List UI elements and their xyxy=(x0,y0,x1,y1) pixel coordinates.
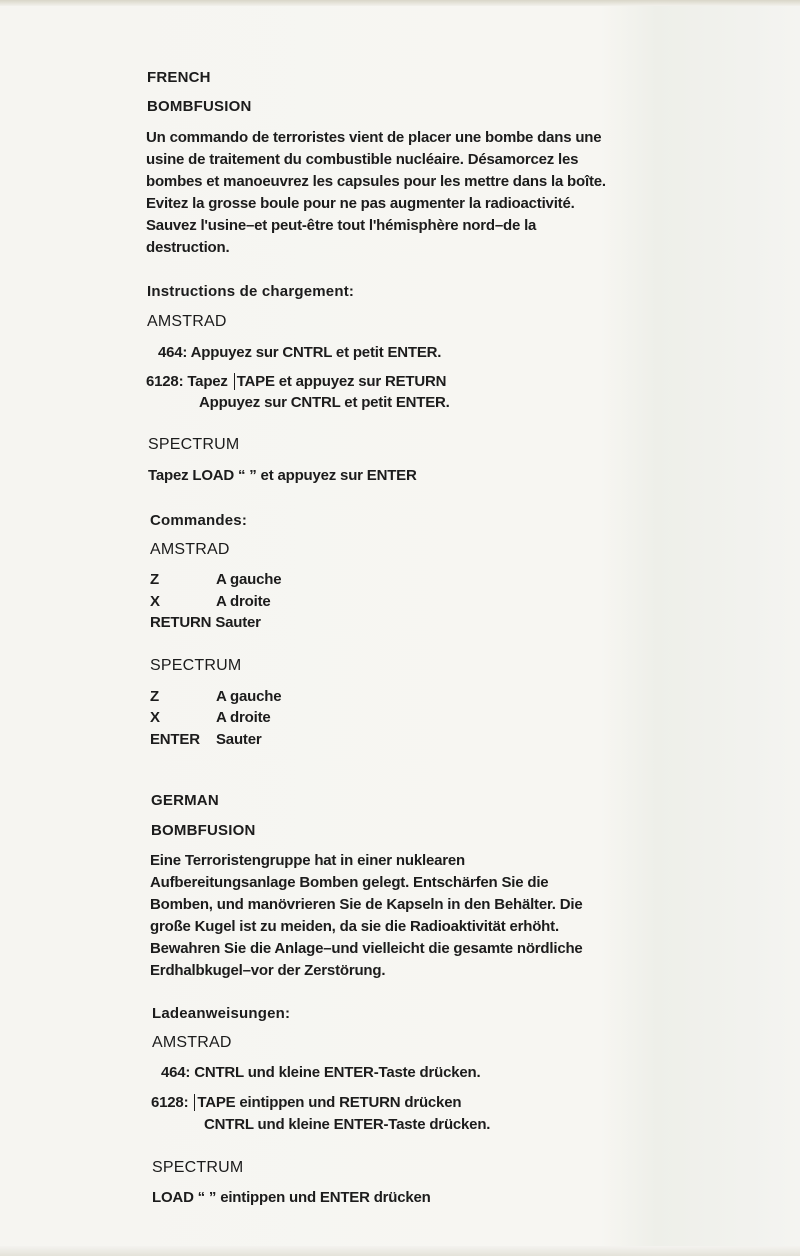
french-loading-heading: Instructions de chargement: xyxy=(147,283,355,300)
control-row xyxy=(150,707,271,728)
control-key: X xyxy=(150,593,160,610)
paper-bottom-edge xyxy=(0,1246,800,1256)
control-row xyxy=(150,729,262,750)
french-controls-heading: Commandes: xyxy=(150,512,248,529)
german-description-line: Bewahren Sie die Anlage–und vielleicht die gesamte nördliche xyxy=(150,940,583,957)
german-description-line: Erdhalbkugel–vor der Zerstörung. xyxy=(150,962,386,979)
german-description-line: Bomben, und manövrieren Sie de Kapseln in den Behälter. Die xyxy=(150,896,583,913)
german-game-title: BOMBFUSION xyxy=(151,822,256,839)
german-6128-prefix: 6128: xyxy=(151,1094,193,1111)
german-spectrum-instruction: LOAD “ ” eintippen und ENTER drücken xyxy=(152,1189,431,1206)
french-amstrad-label: AMSTRAD xyxy=(147,313,227,330)
control-key: Z xyxy=(150,688,159,705)
control-row xyxy=(150,612,261,633)
german-loading-heading: Ladeanweisungen: xyxy=(152,1005,291,1022)
control-action: A gauche xyxy=(216,688,282,705)
control-row xyxy=(150,569,281,590)
french-6128-prefix: 6128: Tapez xyxy=(146,373,232,390)
control-action: Sauter xyxy=(216,731,262,748)
german-language-heading: GERMAN xyxy=(151,792,219,809)
control-key: ENTER xyxy=(150,731,200,748)
control-key: Z xyxy=(150,571,159,588)
french-6128-command: TAPE et appuyez sur RETURN xyxy=(234,373,447,390)
control-key: RETURN xyxy=(150,614,212,631)
german-amstrad-6128-instruction xyxy=(151,1092,461,1113)
french-description-line: destruction. xyxy=(146,239,230,256)
german-description-line: Eine Terroristengruppe hat in einer nuklearen xyxy=(150,852,465,869)
french-spectrum-label: SPECTRUM xyxy=(148,436,240,453)
french-amstrad-464-instruction: 464: Appuyez sur CNTRL et petit ENTER. xyxy=(158,344,442,361)
control-key: X xyxy=(150,709,160,726)
control-row xyxy=(150,591,271,612)
french-description-line: Evitez la grosse boule pour ne pas augmenter la radioactivité. xyxy=(146,195,575,212)
french-spectrum-instruction: Tapez LOAD “ ” et appuyez sur ENTER xyxy=(148,467,417,484)
german-amstrad-6128-line2: CNTRL und kleine ENTER-Taste drücken. xyxy=(204,1116,491,1133)
french-language-heading: FRENCH xyxy=(147,69,211,86)
french-controls-amstrad-label: AMSTRAD xyxy=(150,541,230,558)
german-spectrum-label: SPECTRUM xyxy=(152,1159,244,1176)
control-row xyxy=(150,686,281,707)
french-description-line: Un commando de terroristes vient de placer une bombe dans une xyxy=(146,129,602,146)
german-description-line: große Kugel ist zu meiden, da sie die Radioaktivität erhöht. xyxy=(150,918,559,935)
french-amstrad-6128-line2: Appuyez sur CNTRL et petit ENTER. xyxy=(199,394,450,411)
control-action: A droite xyxy=(216,709,271,726)
french-description-line: Sauvez l'usine–et peut-être tout l'hémisphère nord–de la xyxy=(146,217,537,234)
german-amstrad-label: AMSTRAD xyxy=(152,1034,232,1051)
german-description-line: Aufbereitungsanlage Bomben gelegt. Entschärfen Sie die xyxy=(150,874,549,891)
french-description-line: bombes et manoeuvrez les capsules pour les mettre dans la boîte. xyxy=(146,173,606,190)
french-amstrad-6128-instruction xyxy=(146,371,446,392)
german-6128-command: TAPE eintippen und RETURN drücken xyxy=(194,1094,461,1111)
control-action: A gauche xyxy=(216,571,282,588)
french-game-title: BOMBFUSION xyxy=(147,98,252,115)
control-action: A droite xyxy=(216,593,271,610)
german-amstrad-464-instruction: 464: CNTRL und kleine ENTER-Taste drücken. xyxy=(161,1064,481,1081)
french-controls-spectrum-label: SPECTRUM xyxy=(150,657,242,674)
french-description-line: usine de traitement du combustible nucléaire. Désamorcez les xyxy=(146,151,579,168)
control-action: Sauter xyxy=(215,614,261,631)
paper-top-edge xyxy=(0,0,800,6)
